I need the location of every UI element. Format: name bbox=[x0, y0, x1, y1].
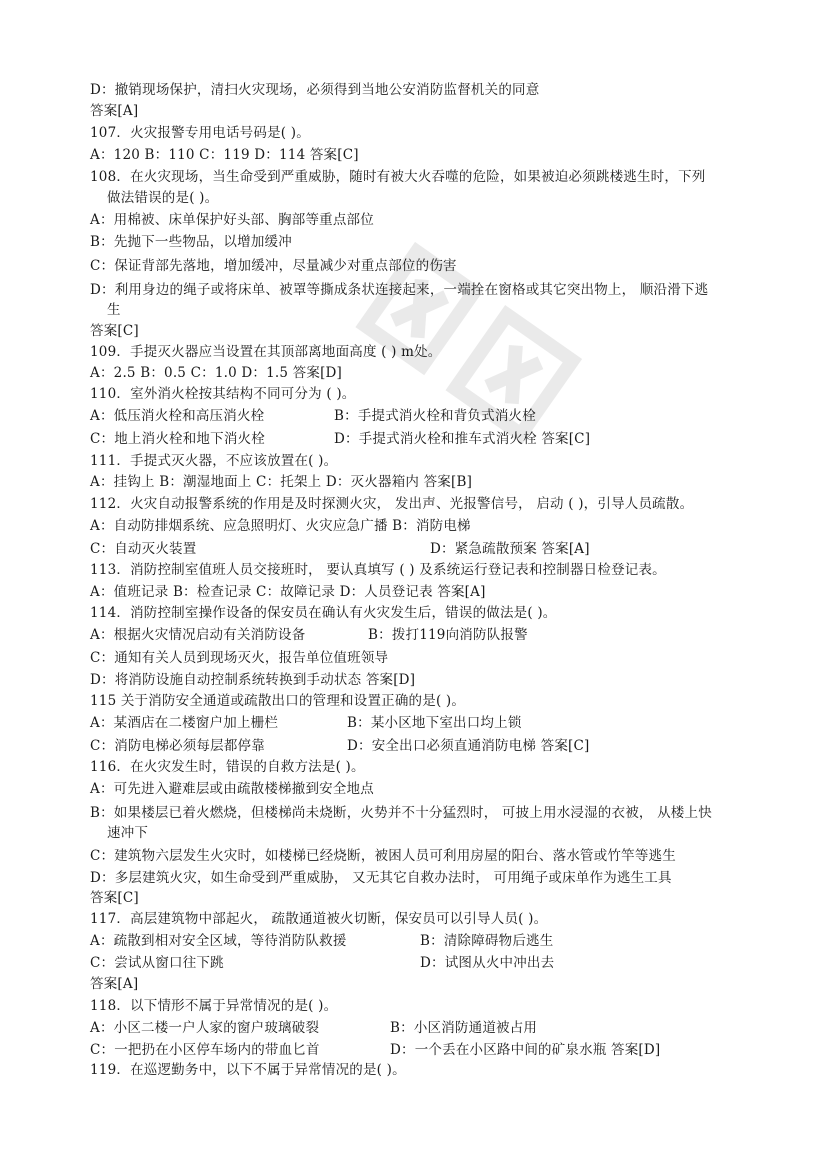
line-text: C：建筑物六层发生火灾时，如楼梯已经烧断，被困人员可利用房屋的阳台、落水管或竹竿等逃生 bbox=[90, 848, 676, 864]
line-text: 118．以下情形不属于异常情况的是( )。 bbox=[90, 998, 338, 1014]
option-left: C：一把扔在小区停车场内的带血匕首 bbox=[90, 1042, 320, 1058]
line-text: D：将消防设施自动控制系统转换到手动状态 答案[D] bbox=[90, 672, 416, 688]
options-line bbox=[90, 1040, 770, 1060]
option-right: B：某小区地下室出口均上锁 bbox=[347, 715, 522, 731]
options-line bbox=[90, 931, 770, 951]
option-right: B：拨打119向消防队报警 bbox=[368, 627, 528, 643]
question-114 bbox=[90, 603, 770, 623]
option-left: C：消防电梯必须每层都停靠 bbox=[90, 738, 265, 754]
question-115 bbox=[90, 691, 770, 711]
line-text: 109．手提灭火器应当设置在其顶部离地面高度 ( ) m处。 bbox=[90, 344, 442, 360]
option-continuation bbox=[107, 300, 787, 320]
line-text: D：撤销现场保护，清扫火灾现场，必须得到当地公安消防监督机关的同意 bbox=[90, 82, 540, 98]
line-text: C：通知有关人员到现场灭火，报告单位值班领导 bbox=[90, 650, 389, 666]
line-text: 答案[A] bbox=[90, 103, 139, 119]
line-text: A：值班记录 B：检查记录 C：故障记录 D：人员登记表 答案[A] bbox=[90, 584, 486, 600]
option-right: D：安全出口必须直通消防电梯 答案[C] bbox=[347, 738, 590, 754]
line-text: A：2.5 B：0.5 C：1.0 D：1.5 答案[D] bbox=[90, 365, 343, 381]
line-text: 114．消防控制室操作设备的保安员在确认有火灾发生后，错误的做法是( )。 bbox=[90, 605, 557, 621]
options-line bbox=[90, 472, 770, 492]
line-text: 108．在火灾现场，当生命受到严重威胁，随时有被大火吞噬的危险，如果被迫必须跳楼逃生时，下列 bbox=[90, 169, 706, 185]
option-line bbox=[90, 648, 770, 668]
options-line bbox=[90, 145, 770, 165]
options-line bbox=[90, 736, 770, 756]
question-continuation bbox=[107, 188, 787, 208]
line-text: C：保证背部先落地，增加缓冲，尽量减少对重点部位的伤害 bbox=[90, 258, 457, 274]
line-text: 110．室外消火栓按其结构不同可分为 ( )。 bbox=[90, 386, 356, 402]
option-right: D：手提式消火栓和推车式消火栓 答案[C] bbox=[334, 431, 591, 447]
options-line bbox=[90, 406, 770, 426]
question-107 bbox=[90, 123, 770, 143]
question-116 bbox=[90, 757, 770, 777]
line-text: 112．火灾自动报警系统的作用是及时探测火灾， 发出声、光报警信号， 启动 ( )，引导人员疏散。 bbox=[90, 496, 694, 512]
question-113 bbox=[90, 560, 770, 580]
question-112 bbox=[90, 494, 770, 514]
option-line bbox=[90, 868, 770, 888]
text-line bbox=[90, 80, 770, 100]
option-left: C：尝试从窗口往下跳 bbox=[90, 955, 224, 971]
question-109 bbox=[90, 342, 770, 362]
line-text: D：利用身边的绳子或将床单、被罩等撕成条状连接起来，一端拴在窗格或其它突出物上， 顺沿滑下逃 bbox=[90, 282, 709, 298]
options-line bbox=[90, 363, 770, 383]
line-text: A：可先进入避难层或由疏散楼梯撤到安全地点 bbox=[90, 781, 374, 797]
question-111 bbox=[90, 451, 770, 471]
line-text: 115 关于消防安全通道或疏散出口的管理和设置正确的是( )。 bbox=[90, 693, 466, 709]
option-left: C：自动灭火装置 bbox=[90, 541, 197, 557]
line-text: 117．高层建筑物中部起火， 疏散通道被火切断，保安员可以引导人员( )。 bbox=[90, 911, 548, 927]
option-right: D：一个丢在小区路中间的矿泉水瓶 答案[D] bbox=[390, 1042, 661, 1058]
line-text: 111．手提式灭火器，不应该放置在( )。 bbox=[90, 453, 338, 469]
options-line bbox=[90, 713, 770, 733]
answer-line bbox=[90, 321, 770, 341]
option-left: A：小区二楼一户人家的窗户玻璃破裂 bbox=[90, 1020, 320, 1036]
option-left: C：地上消火栓和地下消火栓 bbox=[90, 431, 265, 447]
answer-line bbox=[90, 101, 770, 121]
line-text: 119．在巡逻勤务中，以下不属于异常情况的是( )。 bbox=[90, 1062, 406, 1078]
question-119 bbox=[90, 1060, 770, 1080]
option-line bbox=[90, 280, 770, 300]
option-left: A：根据火灾情况启动有关消防设备 bbox=[90, 627, 306, 643]
option-right: B：小区消防通道被占用 bbox=[390, 1020, 538, 1036]
option-line bbox=[90, 670, 770, 690]
option-line bbox=[90, 779, 770, 799]
line-text: 答案[A] bbox=[90, 976, 139, 992]
line-text: 答案[C] bbox=[90, 890, 139, 906]
option-continuation bbox=[107, 823, 787, 843]
option-left: A：疏散到相对安全区域，等待消防队救援 bbox=[90, 933, 347, 949]
question-108 bbox=[90, 167, 770, 187]
options-line bbox=[90, 539, 770, 559]
option-right: B：清除障碍物后逃生 bbox=[420, 933, 554, 949]
line-text: 速冲下 bbox=[107, 825, 149, 841]
option-right: B：手提式消火栓和背负式消火栓 bbox=[334, 408, 536, 424]
option-line bbox=[90, 803, 770, 823]
question-110 bbox=[90, 384, 770, 404]
line-text: A：自动防排烟系统、应急照明灯、火灾应急广播 B：消防电梯 bbox=[90, 518, 471, 534]
line-text: B：如果楼层已着火燃烧，但楼梯尚未烧断，火势并不十分猛烈时， 可披上用水浸湿的衣被， 从楼上快 bbox=[90, 805, 712, 821]
answer-line bbox=[90, 974, 770, 994]
options-line bbox=[90, 429, 770, 449]
line-text: A：用棉被、床单保护好头部、胸部等重点部位 bbox=[90, 212, 374, 228]
option-right: D：试图从火中冲出去 bbox=[420, 955, 555, 971]
line-text: 116．在火灾发生时，错误的自救方法是( )。 bbox=[90, 759, 365, 775]
line-text: 113．消防控制室值班人员交接班时， 要认真填写 ( ) 及系统运行登记表和控制器日检登记表。 bbox=[90, 562, 666, 578]
options-line bbox=[90, 953, 770, 973]
answer-line bbox=[90, 888, 770, 908]
option-left: A：低压消火栓和高压消火栓 bbox=[90, 408, 265, 424]
line-text: 107．火灾报警专用电话号码是( )。 bbox=[90, 125, 310, 141]
line-text: 做法错误的是( )。 bbox=[107, 190, 219, 206]
option-right: D：紧急疏散预案 答案[A] bbox=[430, 541, 590, 557]
options-line bbox=[90, 582, 770, 602]
question-117 bbox=[90, 909, 770, 929]
option-line bbox=[90, 846, 770, 866]
line-text: A：120 B：110 C：119 D：114 答案[C] bbox=[90, 147, 359, 163]
line-text: B：先抛下一些物品，以增加缓冲 bbox=[90, 234, 292, 250]
line-text: D：多层建筑火灾，如生命受到严重威胁， 又无其它自救办法时， 可用绳子或床单作为逃生工具 bbox=[90, 870, 672, 886]
options-line bbox=[90, 516, 770, 536]
option-line bbox=[90, 210, 770, 230]
line-text: 答案[C] bbox=[90, 323, 139, 339]
question-118 bbox=[90, 996, 770, 1016]
option-line bbox=[90, 256, 770, 276]
line-text: A：挂钩上 B：潮湿地面上 C：托架上 D：灭火器箱内 答案[B] bbox=[90, 474, 473, 490]
options-line bbox=[90, 1018, 770, 1038]
options-line bbox=[90, 625, 770, 645]
option-line bbox=[90, 232, 770, 252]
option-left: A：某酒店在二楼窗户加上栅栏 bbox=[90, 715, 279, 731]
line-text: 生 bbox=[107, 302, 121, 318]
